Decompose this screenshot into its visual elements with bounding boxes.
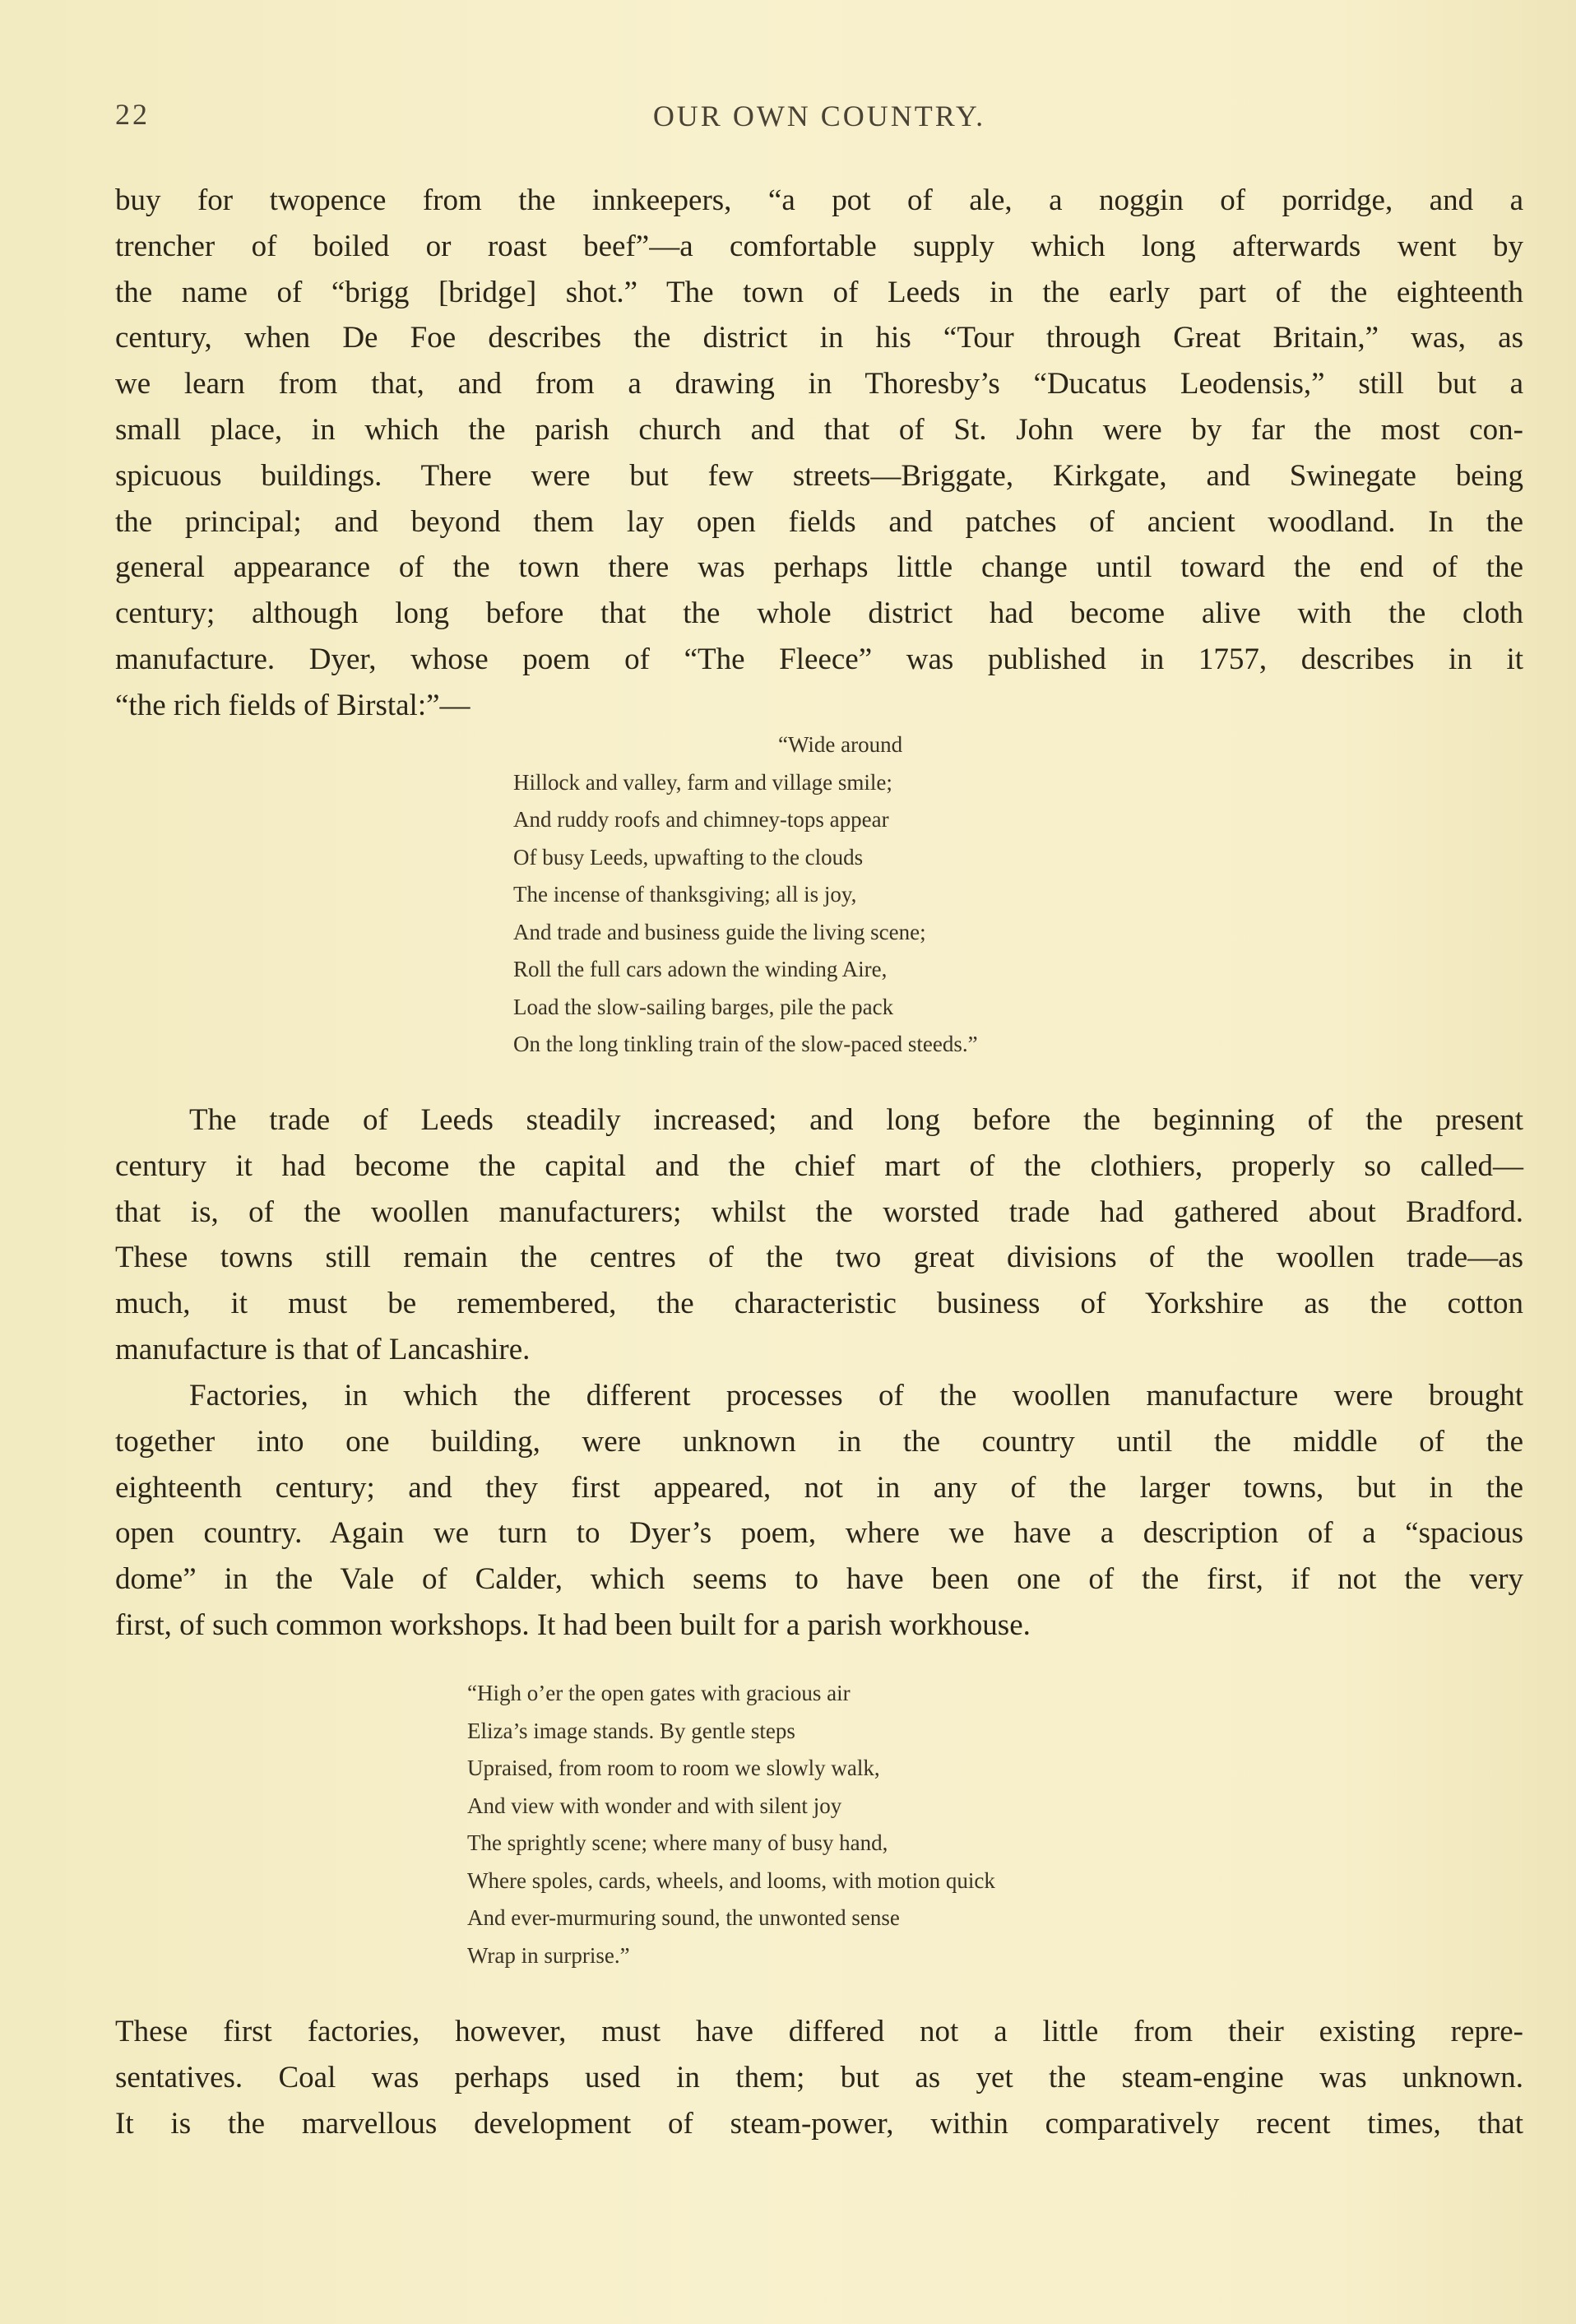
text-line: much, it must be remembered, the characteristic business of Yorkshire as the cotton [115, 1287, 1523, 1321]
paragraph-1 [115, 178, 1523, 729]
verse-line: Load the slow-sailing barges, pile the pack [513, 994, 894, 1019]
verse-line: “Wide around [778, 732, 903, 757]
page-number: 22 [115, 98, 150, 131]
text-line: spicuous buildings. There were but few streets—Briggate, Kirkgate, and Swinegate being [115, 458, 1523, 493]
page-header [115, 97, 1523, 146]
verse-line: And trade and business guide the living scene; [513, 919, 926, 944]
text-line: Factories, in which the different processes of the woollen manufacture were brought [189, 1379, 1523, 1412]
text-line: trencher of boiled or roast beef”—a comfortable supply which long afterwards went by [115, 229, 1523, 263]
text-line: century; although long before that the whole district had become alive with the cloth [115, 596, 1523, 631]
verse-line: Hillock and valley, farm and village smile; [513, 769, 892, 795]
verse-line: And view with wonder and with silent joy [467, 1793, 842, 1818]
verse-line: Roll the full cars adown the winding Aire, [513, 957, 888, 981]
text-line: open country. Again we turn to Dyer’s poem, where we have a description of a “spacious [115, 1516, 1523, 1551]
verse-line: On the long tinkling train of the slow-paced steeds.” [513, 1032, 978, 1056]
verse-line: Upraised, from room to room we slowly walk, [467, 1756, 880, 1780]
text-line: sentatives. Coal was perhaps used in them; but as yet the steam-engine was unknown. [115, 2060, 1523, 2094]
verse-line: The sprightly scene; where many of busy hand, [467, 1830, 888, 1855]
verse-line: Wrap in surprise.” [467, 1942, 630, 1968]
text-line: buy for twopence from the innkeepers, “a pot of ale, a noggin of porridge, and a [115, 183, 1523, 217]
text-line: century it had become the capital and the chief mart of the clothiers, properly so called— [115, 1148, 1523, 1183]
text-line: the principal; and beyond them lay open fields and patches of ancient woodland. In the [115, 504, 1523, 539]
text-line: The trade of Leeds steadily increased; and long before the beginning of the present [189, 1103, 1523, 1137]
text-line: These towns still remain the centres of the two great divisions of the woollen trade—as [115, 1241, 1523, 1275]
verse-line: The incense of thanksgiving; all is joy, [513, 882, 857, 907]
paragraph-4 [115, 2009, 1523, 2146]
text-line: we learn from that, and from a drawing in Thoresby’s “Ducatus Leodensis,” still but a [115, 367, 1523, 401]
paragraph-2 [115, 1097, 1523, 1373]
verse-line: And ever-murmuring sound, the unwonted sense [467, 1905, 900, 1930]
verse-line: Eliza’s image stands. By gentle steps [467, 1718, 795, 1743]
text-line: that is, of the woollen manufacturers; whilst the worsted trade had gathered about Bradford. [115, 1194, 1523, 1229]
text-line: the name of “brigg [bridge] shot.” The town of Leeds in the early part of the eighteenth [115, 275, 1523, 309]
text-line: manufacture is that of Lancashire. [115, 1332, 531, 1366]
text-line: first, of such common workshops. It had been built for a parish workhouse. [115, 1607, 1031, 1642]
text-line: together into one building, were unknown in the country until the middle of the [115, 1424, 1523, 1459]
verse-line: Of busy Leeds, upwafting to the clouds [513, 844, 864, 870]
verse-line: “High o’er the open gates with gracious air [467, 1681, 851, 1705]
text-line: manufacture. Dyer, whose poem of “The Fleece” was published in 1757, describes in it [115, 642, 1523, 676]
running-title: OUR OWN COUNTRY. [652, 100, 986, 132]
text-line: dome” in the Vale of Calder, which seems to have been one of the first, if not the very [115, 1562, 1523, 1597]
paragraph-3 [115, 1373, 1523, 1649]
text-line: “the rich fields of Birstal:”— [115, 688, 470, 722]
poem-quote-2 [467, 1675, 995, 1974]
verse-line: Where spoles, cards, wheels, and looms, with motion quick [467, 1867, 995, 1893]
text-line: It is the marvellous development of steam-power, within comparatively recent times, that [115, 2106, 1523, 2141]
text-line: general appearance of the town there was perhaps little change until toward the end of the [115, 550, 1523, 585]
text-line: These first factories, however, must have differed not a little from their existing repre- [115, 2015, 1523, 2048]
verse-line: And ruddy roofs and chimney-tops appear [513, 807, 889, 832]
poem-quote-1 [513, 726, 978, 1064]
text-line: eighteenth century; and they first appeared, not in any of the larger towns, but in the [115, 1470, 1523, 1505]
text-line: small place, in which the parish church and that of St. John were by far the most con- [115, 412, 1523, 447]
text-line: century, when De Foe describes the district in his “Tour through Great Britain,” was, as [115, 321, 1523, 355]
